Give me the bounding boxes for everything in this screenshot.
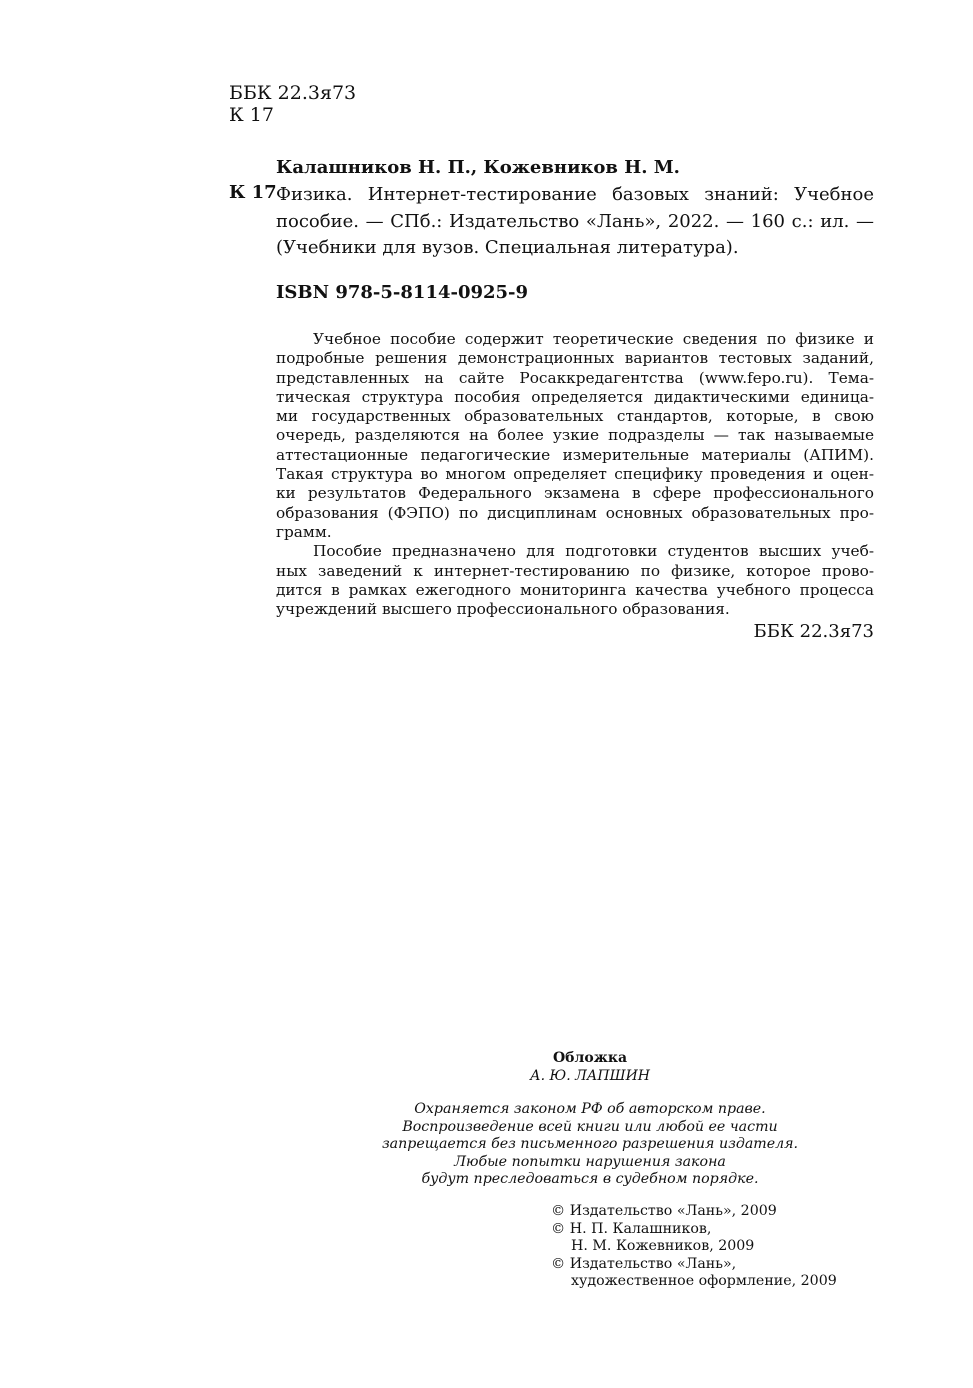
index-code: К 17 [229,182,277,203]
biblio-line: Физика. Интернет-тестирование базовых знаний: Учебное [276,184,874,205]
bbk-code: ББК 22.3я73 [229,82,357,104]
annotation [276,330,874,644]
annotation-line: грамм. [276,522,332,541]
copyright-line: Н. М. Кожевников, 2009 [571,1238,755,1254]
annotation-line: ных заведений к интернет-тестированию по физике, которое прово- [276,561,874,580]
copyright-line: © Издательство «Лань», [551,1255,737,1272]
annotation-line: дится в рамках ежегодного мониторинга качества учебного процесса [276,580,874,599]
annotation-line: ки результатов Федерального экзамена в сфере профессионального [276,484,874,503]
cover-author: А. Ю. ЛАПШИН [530,1068,650,1084]
legal-line: Охраняется законом РФ об авторском праве. [414,1101,766,1117]
annotation-line: образования (ФЭПО) по дисциплинам основных образовательных про- [276,503,874,522]
copyright-line: © Издательство «Лань», 2009 [551,1203,777,1219]
cover-credit [360,1049,820,1085]
annotation-line: тическая структура пособия определяется дидактическими единица- [276,387,874,406]
bbk-header [229,82,356,126]
legal-notice [340,1101,840,1189]
isbn: ISBN 978-5-8114-0925-9 [276,282,529,303]
bbk-bottom: ББК 22.3я73 [753,621,874,643]
annotation-line: Учебное пособие содержит теоретические сведения по физике и [313,330,874,348]
authors-line: Калашников Н. П., Кожевников Н. М. [276,157,680,178]
legal-line: запрещается без письменного разрешения издателя. [381,1136,799,1152]
biblio-line: пособие. — СПб.: Издательство «Лань», 2022. — 160 с.: ил. — [276,210,874,232]
legal-line: Воспроизведение всей книги или любой ее части [402,1118,778,1135]
annotation-line: Такая структура во многом определяет специфику проведения и оцен- [276,465,874,484]
annotation-line: представленных на сайте Росаккредагентства (www.fepo.ru). Тема- [276,368,874,387]
author-mark: К 17 [229,104,274,126]
annotation-line: очередь, разделяются на более узкие подразделы — так называемые [276,426,874,445]
annotation-line: аттестационные педагогические измерительные материалы (АПИМ). [276,445,874,464]
copyright-line: художественное оформление, 2009 [571,1273,837,1289]
copyright-block [551,1203,837,1291]
annotation-line: Пособие предназначено для подготовки студентов высших учеб- [313,542,874,561]
copyright-line: © Н. П. Калашников, [551,1220,712,1237]
annotation-line: ми государственных образовательных стандартов, которые, в свою [276,407,874,426]
legal-line: будут преследоваться в судебном порядке. [421,1171,759,1187]
bibliographic-description [276,182,874,262]
biblio-line: (Учебники для вузов. Специальная литература). [276,237,739,258]
annotation-line: учреждений высшего профессионального образования. [276,600,730,619]
legal-line: Любые попытки нарушения закона [454,1153,726,1170]
cover-label: Обложка [552,1050,628,1066]
annotation-line: подробные решения демонстрационных вариантов тестовых заданий, [276,349,874,368]
